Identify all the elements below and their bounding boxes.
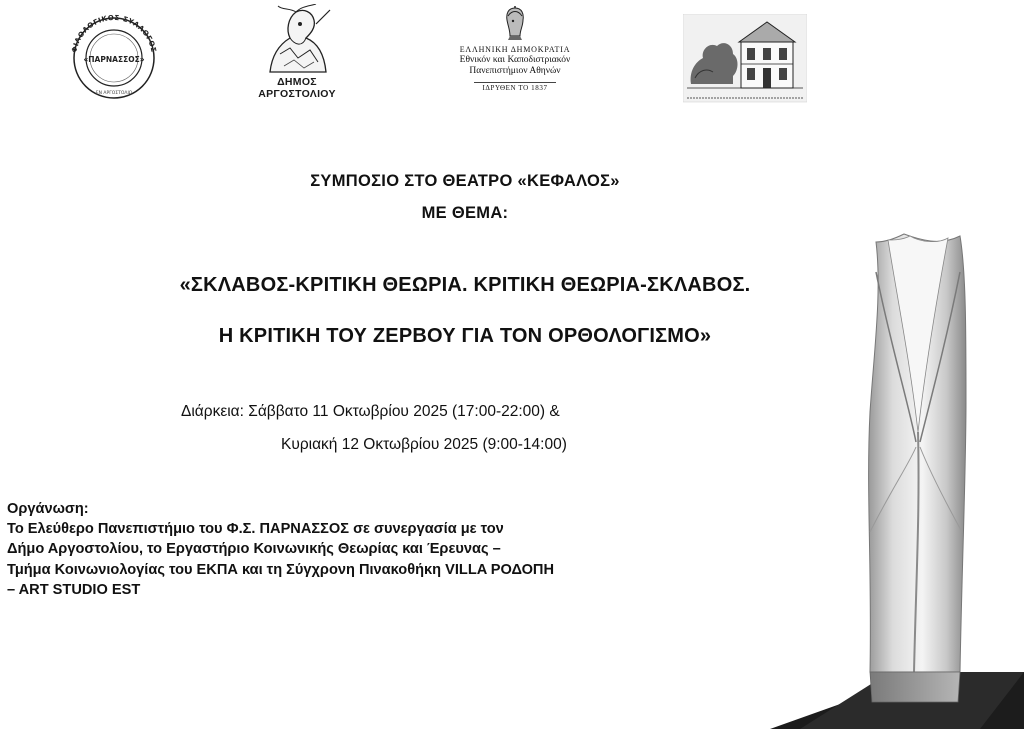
university-line-4: ΙΔΡΥΘΕΝ ΤΟ 1837 xyxy=(474,82,555,93)
villa-house-drawing-icon xyxy=(683,14,807,104)
dimos-logo xyxy=(246,4,348,108)
svg-text:«ΠΑΡΝΑΣΣΟΣ»: «ΠΑΡΝΑΣΣΟΣ» xyxy=(83,55,145,64)
villa-logo xyxy=(683,14,807,104)
duration-sunday: Κυριακή 12 Οκτωβρίου 2025 (9:00-14:00) xyxy=(281,436,567,453)
society-seal-logo xyxy=(62,12,166,100)
marble-sculpture-icon xyxy=(770,232,1024,729)
dimos-text: ΔΗΜΟΣ ΑΡΓΟΣΤΟΛΙΟΥ xyxy=(258,76,336,100)
svg-text:ΦΙΛΟΛΟΓΙΚΟΣ ΣΥΛΛΟΓΟΣ: ΦΙΛΟΛΟΓΙΚΟΣ ΣΥΛΛΟΓΟΣ xyxy=(70,13,158,54)
university-line-3: Πανεπιστήμιον Αθηνών xyxy=(469,66,561,76)
symposium-subtitle: ΜΕ ΘΕΜΑ: xyxy=(421,204,509,222)
athena-head-icon xyxy=(504,6,526,40)
dimos-emblem-icon xyxy=(260,4,334,76)
svg-text:ΕΝ ΑΡΓΟΣΤΟΛΙΩ: ΕΝ ΑΡΓΟΣΤΟΛΙΩ xyxy=(95,91,133,96)
society-seal-icon xyxy=(62,12,166,100)
organization-heading: Οργάνωση: xyxy=(7,501,89,517)
theme-line-2: Η ΚΡΙΤΙΚΗ ΤΟΥ ΖΕΡΒΟΥ ΓΙΑ ΤΟΝ ΟΡΘΟΛΟΓΙΣΜΟ» xyxy=(218,325,712,347)
duration-saturday: Σάββατο 11 Οκτωβρίου 2025 (17:00-22:00) & xyxy=(248,403,560,420)
organization-line: Το Ελεύθερο Πανεπιστήμιο του Φ.Σ. ΠΑΡΝΑΣΣΟΣ σε συνεργασία με τον xyxy=(7,521,504,538)
organization-line: Τμήμα Κοινωνιολογίας του ΕΚΠΑ και τη Σύγχρονη Πινακοθήκη VILLA ΡΟΔΟΠΗ xyxy=(7,561,555,578)
duration-label: Διάρκεια: xyxy=(181,403,244,420)
organization-line: – ART STUDIO EST xyxy=(7,581,141,598)
organization-line: Δήμο Αργοστολίου, το Εργαστήριο Κοινωνικής Θεωρίας και Έρευνας – xyxy=(7,541,501,558)
duration-line-1 xyxy=(181,403,560,421)
university-line-2: Εθνικόν και Καποδιστριακόν xyxy=(459,55,571,65)
sculpture-image xyxy=(770,232,1024,729)
organization-block xyxy=(7,499,554,600)
theme-line-1: «ΣΚΛΑΒΟΣ-ΚΡΙΤΙΚΗ ΘΕΩΡΙΑ. ΚΡΙΤΙΚΗ ΘΕΩΡΙΑ-ΣΚΛΑΒΟΣ. xyxy=(179,274,751,296)
symposium-title: ΣΥΜΠΟΣΙΟ ΣΤΟ ΘΕΑΤΡΟ «ΚΕΦΑΛΟΣ» xyxy=(310,172,620,190)
university-line-1: ΕΛΛΗΝΙΚΗ ΔΗΜΟΚΡΑΤΙΑ xyxy=(459,45,571,54)
university-logo xyxy=(430,6,600,106)
